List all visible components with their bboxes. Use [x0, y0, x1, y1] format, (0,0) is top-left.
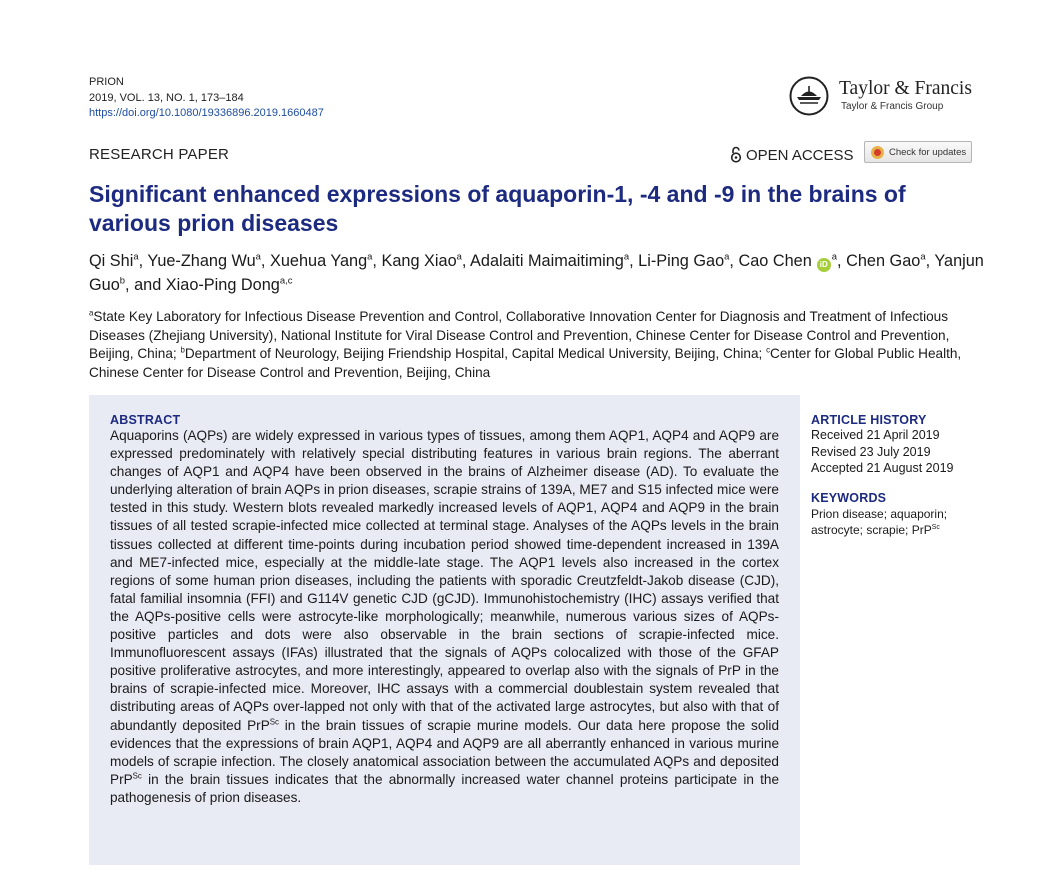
journal-name: PRION	[89, 76, 124, 88]
accepted-date: Accepted 21 August 2019	[811, 461, 954, 475]
author-affiliation-mark: a	[255, 251, 261, 263]
check-for-updates-button[interactable]	[864, 141, 972, 163]
crossmark-icon	[871, 146, 884, 159]
author-name: Qi Shi	[89, 252, 134, 270]
abstract-text	[110, 427, 779, 807]
affiliation-text: State Key Laboratory for Infectious Disease Prevention and Control, Collaborative Innovation Center for Diagnosis and Treatment of Infectious Diseases (Zhejiang University), National Institute for Viral Disease Control and Prevention, Chinese Center for Disease Control and Prevention, Beijing, China;	[89, 309, 950, 361]
orcid-icon[interactable]: iD	[817, 258, 831, 272]
received-date: Received 21 April 2019	[811, 428, 940, 442]
article-sidebar	[811, 413, 981, 538]
publisher-logo-icon	[789, 76, 829, 116]
open-access-label	[730, 146, 854, 164]
author-affiliation-mark: b	[119, 275, 126, 287]
author	[270, 252, 372, 270]
affiliation-mark: b	[180, 345, 185, 355]
author	[166, 276, 293, 294]
author	[381, 252, 461, 270]
paper-type: RESEARCH PAPER	[89, 146, 230, 163]
author-name: Kang Xiao	[381, 252, 457, 270]
author	[147, 252, 261, 270]
author-name: Cao Chen	[738, 252, 812, 270]
publisher-name: Taylor & Francis	[839, 78, 972, 99]
keywords-sup: Sc	[931, 523, 940, 531]
author-affiliation-mark: a	[367, 251, 373, 263]
publisher-logo	[789, 76, 979, 120]
author-affiliation-mark: a	[724, 251, 730, 263]
affiliations	[89, 308, 984, 382]
keywords-heading: KEYWORDS	[811, 490, 887, 505]
paper-title: Significant enhanced expressions of aquaporin-1, -4 and -9 in the brains of various prion diseases	[89, 181, 906, 236]
author	[846, 252, 925, 270]
affiliation-mark: c	[766, 345, 771, 355]
author-name: Yue-Zhang Wu	[147, 252, 256, 270]
author-affiliation-mark: a	[831, 251, 838, 263]
affiliation-text: Center for Global Public Health, Chinese Center for Disease Control and Prevention, Beijing, China	[89, 346, 962, 380]
abstract-sup-1: Sc	[269, 716, 279, 726]
keywords-list: Prion disease; aquaporin; astrocyte; scrapie; PrP	[811, 506, 948, 537]
check-for-updates-label: Check for updates	[889, 146, 967, 158]
keywords-text	[811, 506, 981, 538]
abstract-part-2: in the brain tissues of scrapie murine models. Our data here propose the solid evidences that the expressions of brain AQP1, AQP4 and AQP9 are all aberrantly enhanced in various murine models of scrapie infection. The closely anatomical association between the accumulated AQPs and deposited PrP	[110, 717, 780, 787]
open-lock-icon	[730, 146, 742, 163]
author-list: Qi Shi$^a$, Yue-Zhang Wu$^a$, Xuehua Yang$^a$, Kang Xiao$^a$, Adalaiti Maimaitiming$^a$, Li-Ping Gao$^a$, Cao Chen $iD^a$, Chen Gao$^a$, Yanjun Guo$^b$, and Xiao-Ping Dong$^{a,c}$	[89, 251, 984, 294]
journal-info	[89, 75, 324, 122]
abstract-box	[89, 395, 800, 865]
abstract-heading: ABSTRACT	[110, 413, 181, 427]
publisher-group: Taylor & Francis Group	[841, 101, 944, 112]
author-affiliation-mark: a	[920, 251, 926, 263]
abstract-part-3: in the brain tissues indicates that the abnormally increased water channel proteins participate in the pathogenesis of prion diseases.	[110, 771, 779, 805]
abstract-part-1: Aquaporins (AQPs) are widely expressed in various types of tissues, among them AQP1, AQP4 and AQP9 are expressed predominately with relatively special distributing features in various brain regions. The aberrant changes of AQP1 and AQP4 have been observed in the brains of Alzheimer disease (AD). To evaluate the underlying alteration of brain AQPs in prion diseases, scrapie strains of 139A, ME7 and S15 infected mice were tested in this study. Western blots revealed markedly increased levels of AQP1, AQP4 and AQP9 in the brain tissues of all tested scrapie-infected mice collected at terminal stage. Analyses of the AQPs levels in the brain tissues collected at different time-points during incubation period showed time-dependent increased in 139A and ME7-infected mice, especially at the middle-late stage. The AQP1 levels also increased in the cortex regions of some human prion diseases, including the patients with sporadic Creutzfeldt-Jakob disease (CJD), fatal familial insomnia (FFI) and G114V genetic CJD (gCJD). Immunohistochemistry (IHC) assays verified that the AQPs-positive cells were astrocyte-like morphologically; meanwhile, numerous various sizes of AQPs-positive particles and dots were also observable in the brain sections of scrapie-infected mice. Immunofluorescent assays (IFAs) illustrated that the signals of AQPs colocalized with those of the GFAP positive proliferative astrocytes, and more interestingly, appeared to overlap also with the signals of PrP in the brains of scrapie-infected mice. Moreover, IHC assays with a commercial doublestain system revealed that distributing areas of AQPs over-lapped not only with that of the activated large astrocytes, but also with that of abundantly deposited PrP	[110, 428, 779, 733]
author-name: Yanjun Guo	[89, 252, 984, 294]
journal-issue: 2019, VOL. 13, NO. 1, 173–184	[89, 91, 244, 104]
abstract-sup-2: Sc	[132, 771, 142, 781]
author-name: Chen Gao	[846, 252, 921, 270]
author-affiliation-mark: a	[456, 251, 462, 263]
author	[470, 252, 629, 270]
author	[89, 252, 139, 270]
article-history-heading: ARTICLE HISTORY	[811, 413, 927, 427]
author-affiliation-mark: a	[133, 251, 139, 263]
affiliation-text: Department of Neurology, Beijing Friendship Hospital, Capital Medical University, Beijing, China;	[184, 346, 767, 361]
doi-link[interactable]: https://doi.org/10.1080/19336896.2019.1660487	[89, 107, 324, 119]
author-name: Xuehua Yang	[269, 252, 368, 270]
author	[638, 252, 729, 270]
author-affiliation-mark: a,c	[279, 275, 293, 287]
author-name: Xiao-Ping Dong	[165, 275, 280, 294]
author-affiliation-mark: a	[623, 251, 630, 263]
author-name: Adalaiti Maimaitiming	[470, 252, 624, 270]
author-name: Li-Ping Gao	[638, 252, 725, 270]
author	[738, 252, 837, 270]
open-access-text: OPEN ACCESS	[746, 147, 854, 164]
affiliation-mark: a	[89, 308, 94, 318]
revised-date: Revised 23 July 2019	[811, 444, 931, 459]
